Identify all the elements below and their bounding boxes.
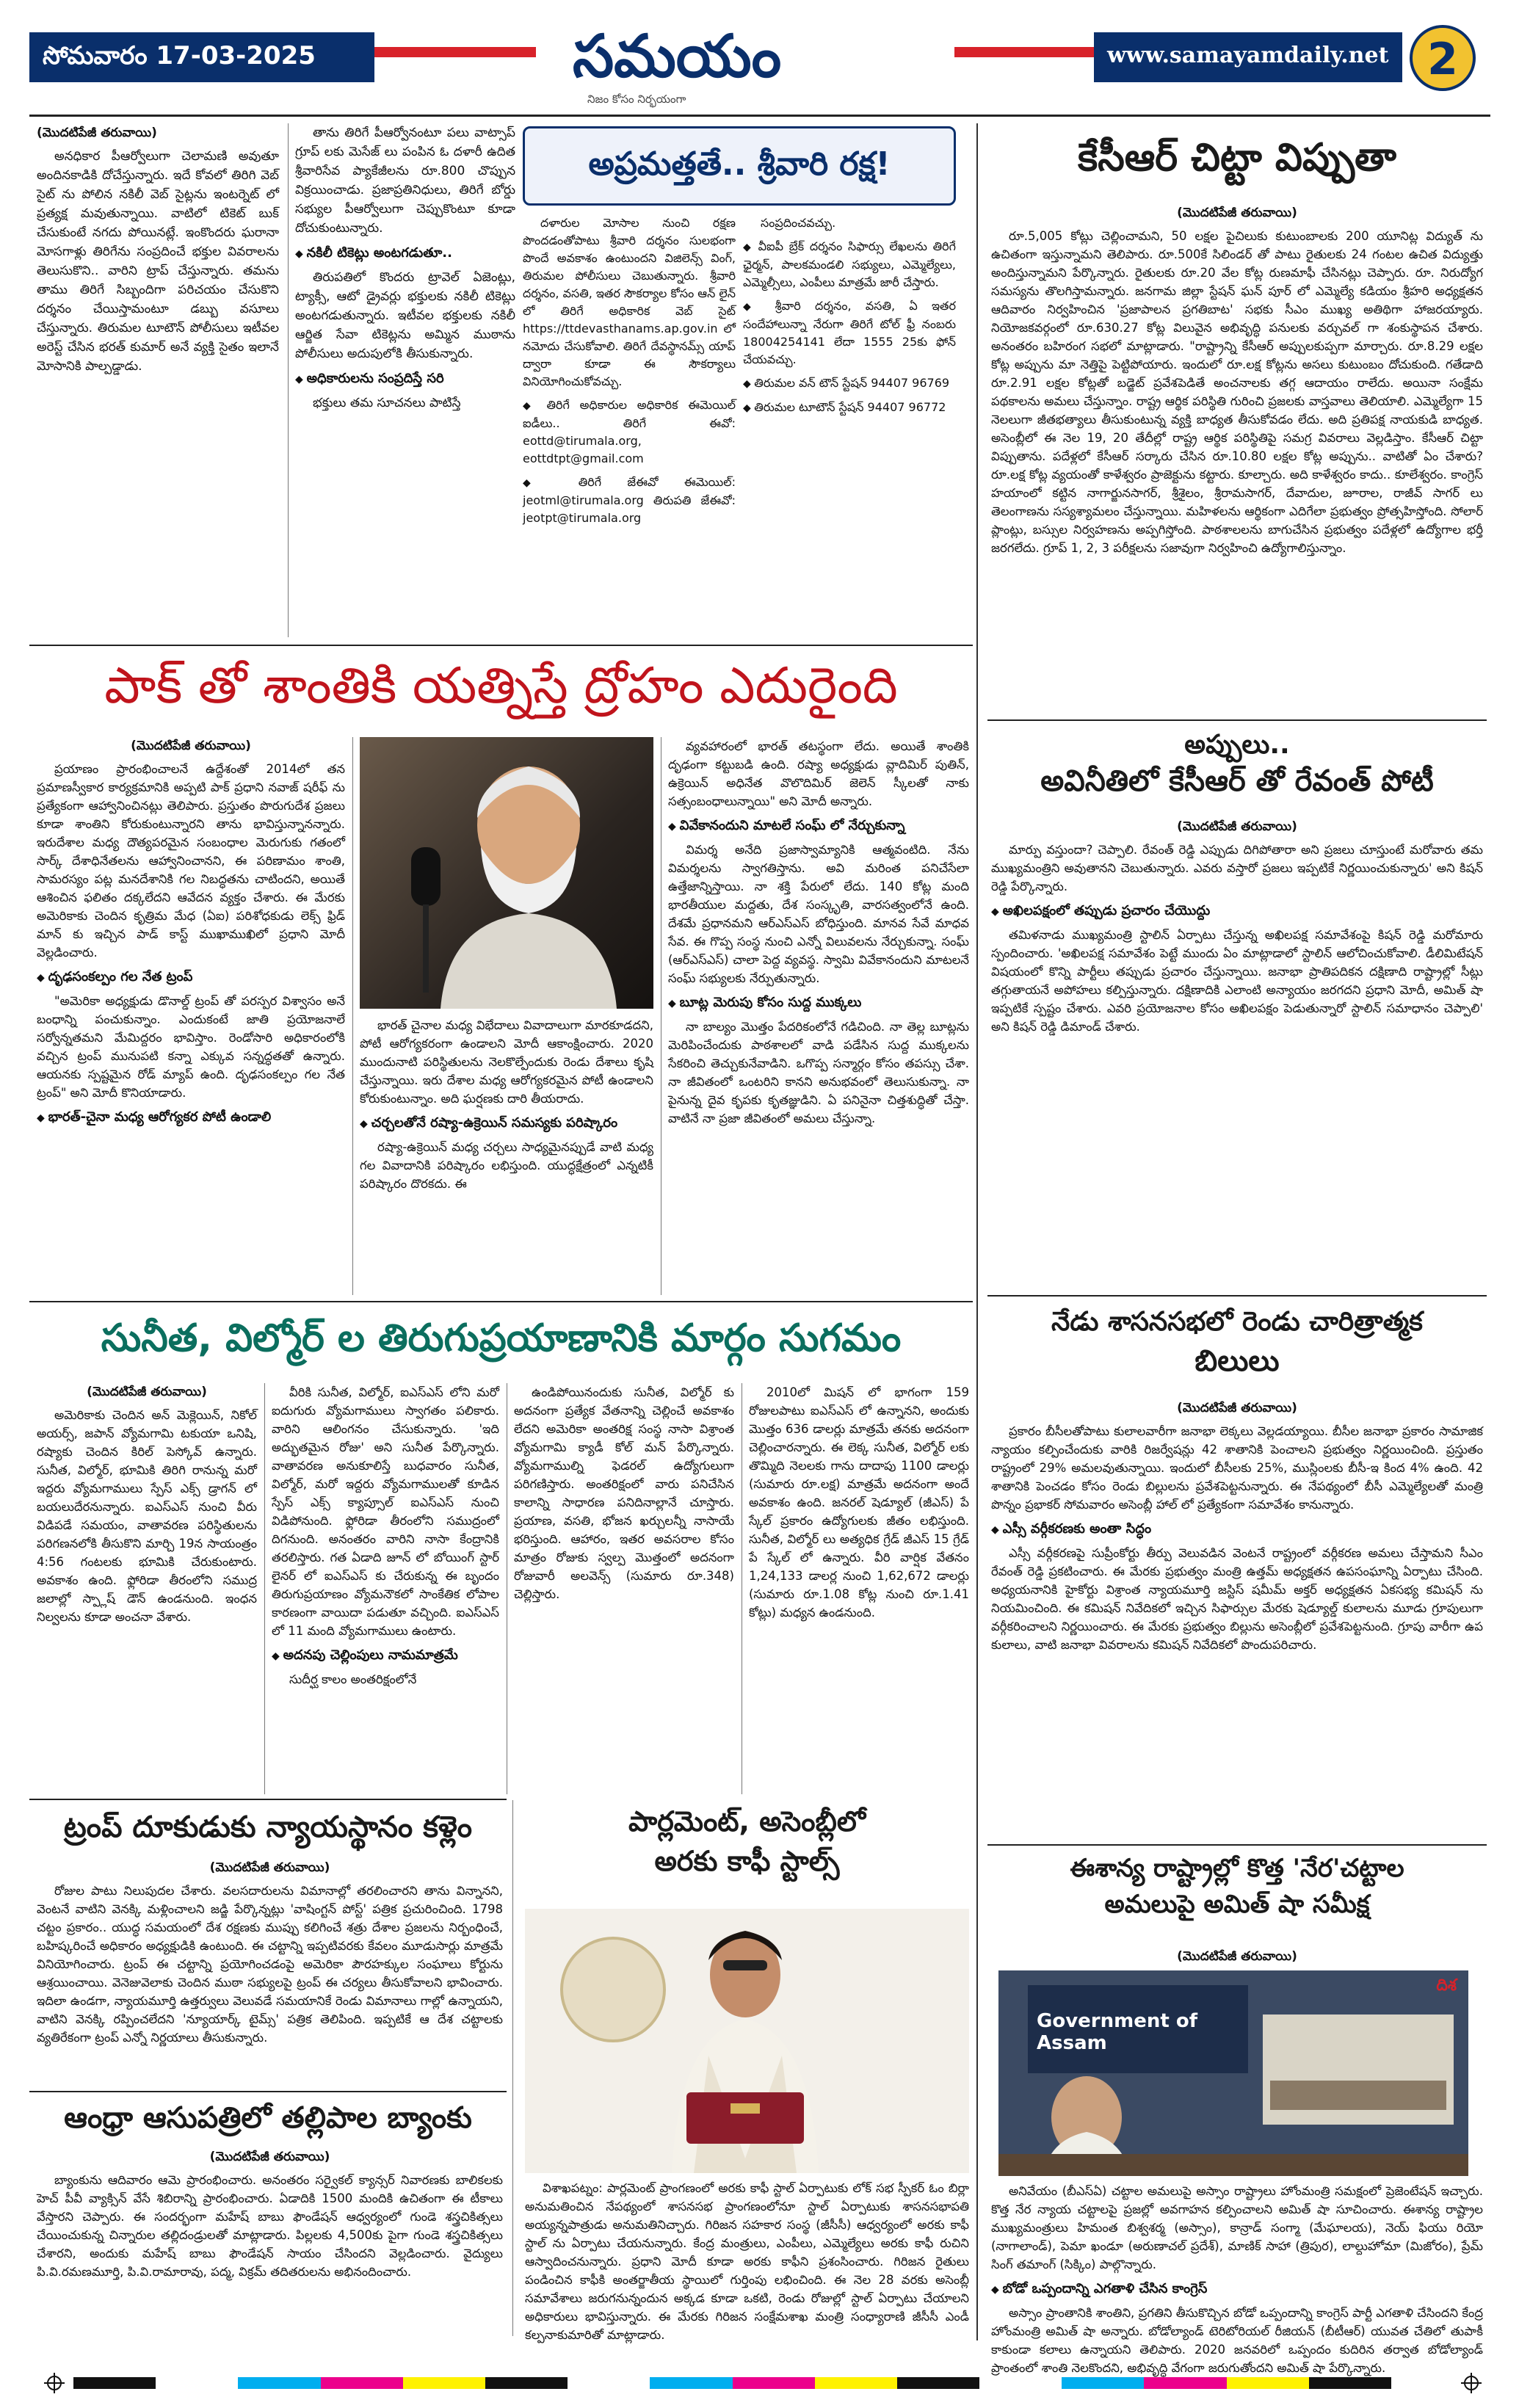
trump-top-rule: [29, 1799, 507, 1800]
modi-col3-p3: నా బాల్యం మొత్తం పేదరికంలోనే గడిచింది. నా తెల్ల బూట్లను మెరిపించేందుకు పాఠశాలలో వాడి పడేసిన సుద్ద ముక్కలను సేకరించి తెచ్చుకునేవాడిని. ఒగొప్ప సన్మార్గం కోసం తపస్సు చేశా. నా జీవితంలో ఒంటరిని కానని అనుభవంలో తెలుసుకున్నా. నా పైనున్న దైవ కృపకు కృతజ్ఞుడిని. ఏ పనినైనా చిత్తశుద్ధితో చేస్తా. వాటినే నా ప్రజా జీవితంలో అమలు చేస్తున్నా.: [668, 1020, 969, 1125]
appulu-body: [991, 818, 1483, 1288]
box-item: ◆ తిరుమల టూటౌన్ స్టేషన్ 94407 96772: [743, 399, 956, 417]
modi-photo: [360, 737, 653, 1009]
bills-p2: ఎస్సీ వర్గీకరణపై సుప్రీంకోర్టు తీర్పు వెలువడిన వెంటనే రాష్ట్రంలో వర్గీకరణ అమలు చేస్తామని సీఎం రేవంత్ రెడ్డి ప్రకటించారు. ఈ మేరకు ప్రభుత్వం మంత్రి ఉత్తమ్ అధ్యక్షతన ఉపసంఘాన్ని ఏర్పాటు చేసింది. అధ్యయనానికి హైకోర్టు విశ్రాంత న్యాయమూర్తి జస్టిస్ షమీమ్ అక్తర్ అధ్యక్షతన ఏకసభ్య కమిషన్ ను నియమించింది. ఈ కమిషన్ నివేదికలో ఇచ్చిన సిఫార్సుల మేరకు షెడ్యూల్డ్ కులాలను మూడు గ్రూపులుగా వర్గీకరించాలని నిర్ణయించారు. ఈ మేరకు ప్రభుత్వం బిల్లును అసెంబ్లీలో ప్రవేశపెట్టనుంది. గ్రూపు వారీగా ఉప కులాలు, వాటి జనాభా వివరాలను కమిషన్ నివేదికలో పొందుపరిచారు.: [991, 1546, 1484, 1652]
araku-headline: [521, 1800, 973, 1903]
amitshah-photo-brand: దిశ: [1436, 1976, 1457, 1995]
sunita-top-rule: [29, 1301, 973, 1302]
tirumala-box-col1: [523, 214, 736, 639]
appulu-title-line1: అప్పులు..: [1184, 730, 1290, 760]
modi-sub-russia: ◆ చర్చలతోనే రష్యా-ఉక్రెయిన్ సమస్యకు పరిష్కారం: [360, 1114, 653, 1134]
amitshah-photo-caption: Government of Assam: [1037, 2010, 1198, 2054]
amitshah-photo: [998, 1970, 1468, 2176]
bills-body: [991, 1399, 1483, 1840]
box-item: ◆ తిరుమల వన్ టౌన్ స్టేషన్ 94407 96769: [743, 374, 956, 393]
continued-label: (మొదటిపేజీ తరువాయి): [209, 1860, 330, 1875]
sunita-col2: [272, 1383, 499, 1794]
col-divider: [512, 1800, 513, 2336]
trump-headline: [29, 1805, 507, 1857]
continued-label: (మొదటిపేజీ తరువాయి): [131, 739, 251, 753]
amitshah-p1: అనివేయం (బీఎస్ఏ) చట్టాల అమలుపై అస్సాం రాష్ట్రాలు హోంమంత్రి సమక్షంలో ప్రెజెంటేషన్ ఇచ్చారు. కొత్త నేర న్యాయ చట్టాలపై ప్రజల్లో అవగాహన కల్పించాలని అమిత్ షా సూచించారు. ఈశాన్య రాష్ట్రాల ముఖ్యమంత్రులు హిమంత బిశ్వశర్మ (అస్సాం), కాన్రాడ్ సంగ్మా (మేఘాలయ), నెయ్ ఫియు రియో (నాగాలాండ్), పెమా ఖండూ (అరుణాచల్ ప్రదేశ్), మాణిక్ సాహా (త్రిపుర), లాల్దుహోమా (మిజోరం), ప్రేమ్ సింగ్ తమాంగ్ (సిక్కిం) పాల్గొన్నారు.: [991, 2184, 1483, 2271]
bills-sub-sc: ◆ ఎస్సీ వర్గీకరణకు అంతా సిద్ధం: [991, 1520, 1483, 1540]
col-divider: [352, 737, 353, 1295]
sunita-c4: 2010లో మిషన్ లో భాగంగా 159 రోజులపాటు ఐఎస్ఎస్ లో ఉన్నానని, అందుకు మొత్తం 636 డాలర్లు మాత్రమే తనకు అదనంగా చెల్లించారన్నారు. ఈ లెక్క సునీత, విల్మోర్ లకు తొమ్మిది నెలలకు గాను దాదాపు 1100 డాలర్లు (సుమారు రూ.లక్ష) మాత్రమే అదనంగా అందే అవకాశం ఉంది. జనరల్ షెడ్యూల్ (జీఎస్) పే స్కేల్ ప్రకారం ఉద్యోగులకు జీతం లభిస్తుంది. సునీత, విల్మోర్ లు అత్యధిక గ్రేడ్ జీఎస్ 15 గ్రేడ్ పే స్కేల్ లో ఉన్నారు. వీరి వార్షిక వేతనం 1,24,133 డాలర్ల నుంచి 1,62,672 డాలర్లు (సుమారు రూ.1.08 కోట్ల నుంచి రూ.1.41 కోట్లు) మధ్యన ఉండనుంది.: [749, 1385, 969, 1620]
tirumala-sub-contact-officials: ◆ అధికారులను సంప్రదిస్తే సరి: [295, 369, 515, 389]
modi-sub-vivekananda: ◆ వివేకానందుని మాటలే సంఘ్ లో నేర్చుకున్నా: [668, 816, 969, 836]
brand-name: సమయం: [573, 22, 782, 90]
sunita-headline: [29, 1304, 973, 1377]
modi-col3-p2: విమర్శ అనేది ప్రజాస్వామ్యానికి ఆత్మవంటిది. నేను విమర్శలను స్వాగతిస్తాను. అవి మరింత పనిచేసేలా ఉత్తేజాన్నిస్తాయి. నా శక్తి పేరులో లేదు. 140 కోట్ల మంది భారతీయుల మద్దతు, దేశ సంస్కృతి, వారసత్వంలోనే ఉంది. దేశమే ప్రధానమని ఆర్ఎస్ఎస్ బోధిస్తుంది. మానవ సేవే మాధవ సేవ. ఈ గొప్ప సంస్థ నుంచి ఎన్నో విలువలను నేర్చుకున్నా. సంఘ్ (ఆర్ఎస్ఎస్) చాలా పెద్ద వ్యవస్థ. స్వామి వివేకానందుని మాటలనే సంఘ్ సభ్యులకు నేర్పుతున్నారు.: [668, 843, 969, 985]
header-rule: [29, 115, 1490, 117]
registration-mark-right: [1461, 2373, 1482, 2393]
modi-p2: "అమెరికా అధ్యక్షుడు డొనాల్డ్ ట్రంప్ తో పరస్పర విశ్వాసం అనే బంధాన్ని పంచుకున్నాం. ఎందుకంటే జాతి ప్రయోజనాలే సర్వోన్నతమని మేమిద్దరం భావిస్తాం. రెండోసారి అధికారంలోకి వచ్చిన ట్రంప్ మునుపటి కన్నా ఎక్కువ సన్నద్ధతతో ఉన్నారు. ఆయనకు స్పష్టమైన రోడ్ మ్యాప్ ఉంది. దృఢసంకల్పం గల నేత ట్రంప్" అని మోదీ కొనియాడారు.: [37, 994, 345, 1100]
tirumala-box-title: [523, 126, 956, 206]
sunita-sub-payments: ◆ అదనపు చెల్లింపులు నామమాత్రమే: [272, 1646, 499, 1666]
modi-col1: [37, 737, 345, 1295]
brand-tagline: నిజం కోసం నిర్భయంగా: [587, 93, 686, 106]
sunita-title: సునీత, విల్మోర్ ల తిరుగుప్రయాణానికి మార్గం సుగమం: [101, 1316, 902, 1360]
amitshah-title-line1: ఈశాన్య రాష్ట్రాల్లో కొత్త 'నేర'చట్టాల: [1070, 1854, 1404, 1883]
section-divider: [976, 123, 978, 2340]
col-divider: [288, 123, 289, 637]
modi-p4: రష్యా-ఉక్రెయిన్ మధ్య చర్చలు సాధ్యమైనప్పుడే వాటి మధ్య గల వివాదానికి పరిష్కారం లభిస్తుంది. యుద్ధక్షేత్రంలో ఎన్నటికీ పరిష్కారం దొరకదు. ఈ: [360, 1140, 653, 1191]
tirumala-col1: [37, 123, 279, 637]
continued-label: (మొదటిపేజీ తరువాయి): [37, 126, 157, 140]
bills-title-line1: నేడు శాసనసభలో రెండు చారిత్రాత్మక: [1051, 1307, 1423, 1337]
continued-label: (మొదటిపేజీ తరువాయి): [1177, 1401, 1297, 1415]
sunita-col3: [514, 1383, 734, 1794]
araku-title-line1: పార్లమెంట్, అసెంబ్లీలో: [628, 1805, 866, 1838]
modi-p1: ప్రయాణం ప్రారంభించాలనే ఉద్దేశంతో 2014లో తన ప్రమాణస్వీకార కార్యక్రమానికి అప్పటి పాక్ ప్రధాని నవాజ్ షరీఫ్ ను ప్రత్యేకంగా ఆహ్వానించినట్లు తెలిపారు. ప్రస్తుతం పొరుగుదేశ ప్రజలు కూడా శాంతిని కోరుకుంటున్నారని తాను భావిస్తున్నానన్నారు. ఇరుదేశాల మధ్య దౌత్యపరమైన సంబంధాల మెరుగుకు గతంలో సార్క్ దేశాధినేతలను ఆహ్వానించానని, ఈ పరిణామం శాంతి, సామరస్యం పట్ల మనదేశానికి గల నిబద్ధతను చాటిందని, అయితే ఆశించిన ఫలితం దక్కలేదని ఆవేదన వ్యక్తం చేశారు. ఈ మేరకు అమెరికాకు చెందిన కృత్రిమ మేధ (ఏఐ) పరిశోధకుడు లెక్స్ ఫ్రిడ్ మాన్ కు ఇచ్చిన పాడ్ కాస్ట్ ముఖాముఖిలో ప్రధాని మోదీ వెల్లడించారు.: [37, 762, 345, 960]
araku-title-line2: అరకు కాఫీ స్టాల్స్: [654, 1844, 840, 1877]
amitshah-continued: [991, 1947, 1483, 1968]
website-url[interactable]: www.samayamdaily.net: [1107, 43, 1389, 68]
modi-sub-trump: ◆ దృఢసంకల్పం గల నేత ట్రంప్: [37, 968, 345, 987]
brand-logo: [543, 22, 954, 110]
modi-col3: [668, 737, 969, 1295]
modi-title: పాక్ తో శాంతికి యత్నిస్తే ద్రోహం ఎదురైంది: [104, 657, 898, 715]
amitshah-sub-bodo: ◆ బోడో ఒప్పందాన్ని ఎగతాళి చేసిన కాంగ్రెస్: [991, 2280, 1483, 2299]
continued-label: (మొదటిపేజీ తరువాయి): [1177, 1949, 1297, 1964]
sunita-c1: అమెరికాకు చెందిన అన్ మెక్లెయిన్, నికోల్ అయర్స్, జపాన్ వ్యోమగామి టకుయా ఒనిషి, రష్యాకు చెందిన కిరిల్ పెస్కోవ్ ఉన్నారు. సునీత, విల్మోర్, భూమికి తిరిగి రానున్న మరో ఇద్దరు వ్యోమగాములు స్పేస్ ఎక్స్ డ్రాగన్ లో బయలుదేరనున్నారు. ఐఎస్ఎస్ నుంచి వీరు విడిపడే సమయం, వాతావరణ పరిస్థితులను పరిగణనలోకి తీసుకొని మార్చి 19న సాయంత్రం 4:56 గంటలకు భూమికి చేరుకుంటారు. అవకాశం ఉంది. ఫ్లోరిడా తీరంలోని సముద్ర జలాల్లో స్ప్లాష్ డౌన్ ఉండనుంది. ఇంధన నిల్వలను కూడా అంచనా వేశారు.: [37, 1408, 257, 1624]
tirumala-box-col2-text: సంప్రదించవచ్చు.: [761, 216, 836, 230]
continued-label: (మొదటిపేజీ తరువాయి): [209, 2150, 330, 2164]
box-item: ◆ తిరిగే జేఈవో ఈమెయిల్: jeotml@tirumala.org తిరుపతి జేఈవో: jeotpt@tirumala.org: [523, 474, 736, 527]
amitshah-body: [991, 2182, 1483, 2375]
andhra-headline: [29, 2095, 507, 2147]
col-divider: [264, 1383, 265, 1794]
tirumala-col2: [295, 123, 515, 637]
tirumala-box-col2: [743, 214, 956, 639]
andhra-body: [37, 2148, 503, 2332]
continued-label: (మొదటిపేజీ తరువాయి): [1177, 206, 1297, 220]
meeting-illustration: [998, 1970, 1468, 2176]
tirumala-col2-text: తాను తిరిగే పీఆర్వోనంటూ పలు వాట్సాప్ గ్రూప్ లకు మెసేజ్ లు పంపిన ఓ దళారీ ఉదిత శ్రీవారిసేవ ప్యాకేజీలను రూ.800 చొప్పున విక్రయించాడు. ప్రజాప్రతినిధులు, తిరిగే బోర్డు సభ్యుల పీఆర్వోలుగా చెప్పుకొంటూ కూడా దోచుకుంటున్నారు.: [295, 126, 515, 236]
appulu-title-line2: అవినీతిలో కేసీఆర్ తో రేవంత్ పోటీ: [1040, 764, 1434, 799]
modi-headline: [29, 650, 973, 731]
amitshah-title-line2: అమలుపై అమిత్ షా సమీక్ష: [1104, 1890, 1370, 1920]
appulu-sub-allparty: ◆ అఖిలపక్షంలో తప్పుడు ప్రచారం చేయొద్దు: [991, 902, 1483, 921]
bills-bottom-rule: [987, 1844, 1487, 1846]
box-item: ◆ వీఐపీ బ్రేక్ దర్శనం సిఫార్సు లేఖలను తిరిగే ఛైర్మన్, పాలకమండలి సభ్యులు, ఎమ్మెల్యేలు, ఎమ్మెల్సీలు, ఎంపీలు మాత్రమే జారీ చేస్తారు.: [743, 238, 956, 291]
araku-body: [525, 2179, 969, 2342]
appulu-headline: [987, 727, 1487, 815]
bills-title-line2: బిలులు: [1194, 1344, 1280, 1379]
page-number-badge: [1410, 25, 1476, 91]
kcr-body: [991, 204, 1483, 712]
woman-with-book-illustration: [525, 1909, 969, 2173]
kcr-bottom-rule: [987, 719, 1487, 721]
modi-top-rule: [29, 645, 973, 646]
bills-headline: [987, 1301, 1487, 1396]
amitshah-headline: [987, 1850, 1487, 1945]
tirumala-sub-fake-tickets: ◆ నకిలీ టికెట్లు అంటగడుతూ..: [295, 244, 515, 264]
araku-photo: [525, 1909, 969, 2173]
tirumala-box-heading: అప్రమత్తతే.. శ్రీవారి రక్ష!: [588, 145, 891, 183]
continued-label: (మొదటిపేజీ తరువాయి): [87, 1385, 207, 1399]
tirumala-box-col1-text: దళారుల మోసాల నుంచి రక్షణ పొందడంతోపాటు శ్రీవారి దర్శనం సులభంగా పొందే అవకాశం ఉంటుందని విజిలెన్స్ వింగ్, తిరుమల పోలీసులు చెబుతున్నారు. శ్రీవారి దర్శనం, వసతి, ఇతర సౌకర్యాల కోసం ఆన్ లైన్ లో తిరిగే అధికారిక వెబ్ సైట్ https://ttdevasthanams.ap.gov.in లో నమోదు చేసుకోవాలి. తిరిగే దేవస్థానమ్స్ యాప్ ద్వారా కూడా ఈ సౌకర్యాలు వినియోగించుకోవచ్చు.: [523, 216, 736, 388]
box-item: ◆ శ్రీవారి దర్శనం, వసతి, ఏ ఇతర సందేహాలున్నా నేరుగా తిరిగే టోల్ ఫ్రీ నంబరు 18004254141 లేదా 1555 25కు ఫోన్ చేయవచ్చు.: [743, 297, 956, 369]
bills-p1: ప్రకారం బీసీలతోపాటు కులాలవారీగా జనాభా లెక్కలు వెల్లడయ్యాయి. బీసీల జనాభా ప్రకారం సామాజిక న్యాయం కల్పించేందుకు వారికి రిజర్వేషన్లు 42 శాతానికి పెంచాలని ప్రభుత్వం నిర్ణయించింది. ప్రస్తుతం రాష్ట్రంలో 29% అమలవుతున్నాయి. ఇందులో బీసీలకు 25%, ముస్లింలకు బీసీ-ఇ కింద 4% ఉంది. 42 శాతానికి పెంచడం కోసం రెండు బిల్లులను ప్రవేశపెట్టనున్నారు. ఈ నేపథ్యంలో బీసీ ఎమ్మెల్యేలతో మంత్రి పొన్నం ప్రభాకర్ సోమవారం అసెంబ్లీ హాల్ లో ప్రత్యేకంగా సమావేశం కానున్నారు.: [991, 1424, 1483, 1512]
modi-p3: భారత్ చైనాల మధ్య విభేదాలు వివాదాలుగా మారకూడదని, పోటీ ఆరోగ్యకరంగా ఉండాలని మోదీ ఆకాంక్షించారు. 2020 ముందునాటి పరిస్థితులను నెలకొల్పేందుకు రెండు దేశాలు కృషి చేస్తున్నాయి. ఇరు దేశాల మధ్య ఆరోగ్యకరమైన పోటీ ఉండాలని కోరుకుంటున్నాం. అది ఘర్షణకు దారి తీయరాదు.: [360, 1018, 653, 1106]
modi-col3-p1: వ్యవహారంలో భారత్ తటస్థంగా లేదు. అయితే శాంతికి దృఢంగా కట్టుబడి ఉంది. రష్యా అధ్యక్షుడు వ్లాదిమిర్ పుతిన్, ఉక్రెయిన్ అధినేత వొలొదిమిర్ జెలెన్ స్కీలతో నాకు సత్సంబంధాలున్నాయి" అని మోదీ అన్నారు.: [668, 739, 969, 808]
issue-date: సోమవారం 17-03-2025: [43, 41, 316, 70]
appulu-bottom-rule: [987, 1295, 1487, 1297]
box-item: ◆ తిరిగే అధికారుల అధికారిక ఈమెయిల్ ఐడీలు.. తిరిగే ఈవో: eottd@tirumala.org, eottdtpt@gmail.com: [523, 396, 736, 468]
andhra-title: ఆంధ్రా ఆసుపత్రిలో తల్లిపాల బ్యాంకు: [64, 2101, 472, 2135]
modi-col2: [360, 1016, 653, 1295]
araku-text: విశాఖపట్నం: పార్లమెంట్ ప్రాంగణంలో అరకు కాఫీ స్టాల్ ఏర్పాటుకు లోక్ సభ స్పీకర్ ఓం బిర్లా అనుమతించిన నేపథ్యంలో శాసనసభ ప్రాంగణంలోనూ స్టాల్ ఏర్పాటుకు శాసనసభాపతి అయ్యన్నపాత్రుడు అనుమతినిచ్చారు. గిరిజన సహకార సంస్థ (జీసీసీ) ఆధ్వర్యంలో అరకు కాఫీ స్టాల్ ను ఏర్పాటు చేయనున్నారు. కేంద్ర మంత్రులు, ఎంపీలు, ఎమ్మెల్యేలు అరకు కాఫీ రుచిని ఆస్వాదించనున్నారు. ప్రధాని మోదీ కూడా అరకు కాఫీని ప్రశంసించారు. గిరిజన రైతులు పండించిన కాఫీకి అంతర్జాతీయ స్థాయిలో గుర్తింపు లభించింది. ఈ నెల 28 వరకు అసెంబ్లీ సమావేశాలు జరుగనున్నందున అక్కడ కూడా ఒకటి, రెండు రోజుల్లో స్టాల్ ఏర్పాటు చేయాలని అధికారులు భావిస్తున్నారు. ఈ మేరకు గిరిజన సంక్షేమశాఖ మంత్రి సంధ్యారాణి జీసీసీ ఎండీ కల్పనాకుమారితో మాట్లాడారు.: [525, 2181, 969, 2342]
red-stripe-right: [954, 47, 1094, 57]
modi-sub-china: ◆ భారత్-చైనా మధ్య ఆరోగ్యకర పోటీ ఉండాలి: [37, 1108, 345, 1128]
sunita-c2-p2: సుదీర్ఘ కాలం అంతరిక్షంలోనే: [289, 1672, 417, 1686]
kcr-title: కేసీఆర్ చిట్టా విప్పుతా: [1078, 136, 1396, 180]
sunita-col4: [749, 1383, 969, 1794]
print-registration-bar: [73, 2377, 1446, 2389]
appulu-p1: మార్పు వస్తుందా? చెప్పాలి. రేవంత్ రెడ్డి ఎప్పుడు దిగిపోతారా అని ప్రజలు చూస్తుంటే మరోవారు తమ ముఖ్యమంత్రిని అవుతానని చెబుతున్నారు. ఎవరు వస్తారో ప్రజలు ఇప్పటికే నిర్ణయించుకున్నారు' అని కిషన్ రెడ్డి పేర్కొన్నారు.: [991, 843, 1483, 893]
masthead: [29, 22, 1490, 115]
andhra-top-rule: [29, 2091, 507, 2092]
kcr-text: రూ.5,005 కోట్లు చెల్లించామని, 50 లక్షల పైచిలుకు కుటుంబాలకు 200 యూనిట్ల విద్యుత్ ను ఉచితంగా ఇస్తున్నామని తెలిపారు. రూ.500కే సిలిండర్ తో పాటు రైతులకు 24 గంటల ఉచిత విద్యుత్తు అందిస్తున్నామని పేర్కొన్నారు. రైతులకు రూ.20 వేల కోట్ల రుణమాఫీ చేసినట్లు చెప్పారు. రూ. నిరుద్యోగ సమస్యను తొలగిస్తామన్నారు. జనగామ జిల్లా స్టేషన్ ఘన్ పూర్ లో ఎమ్మెల్యే కడియం శ్రీహరి అధ్యక్షతన ఆదివారం నిర్వహించిన 'ప్రజాపాలన ప్రగతిబాట' సభకు సీఎం ముఖ్య అతిథిగా హాజరయ్యారు. నియోజకవర్గంలో రూ.630.27 కోట్ల విలువైన అభివృద్ధి పనులకు వర్చువల్ గా శంకుస్థాపన చేశారు. అనంతరం బహిరంగ సభలో మాట్లాడారు. "రాష్ట్రాన్ని కేసీఆర్ అప్పులకుప్పగా మార్చారు. రూ.8.29 లక్షల కోట్ల అప్పును మా నెత్తిపై పెట్టిపోయారు. ఇందులో రూ.లక్ష కోట్లను అసలు కుటుంబం దోచుకుంది. గతేడాది రూ.2.91 లక్షల కోట్లతో బడ్జెట్ ప్రవేశపెడితే అంచనాలకు తగ్గ ఆదాయం రాలేదు. అయినా సంక్షేమ పథకాలను అమలు చేస్తున్నాం. రాష్ట్ర ఆర్థిక పరిస్థితి గురించి ప్రజలకు వాస్తవాలు తెలియాలి. ఎమ్మెల్యేగా 15 నెలలుగా జీతభత్యాలు తీసుకుంటున్న వ్యక్తి బాధ్యత తీసుకోవడం లేదు. అది ప్రతిపక్ష నాయకుడి బాధ్యత. అసెంబ్లీలో ఈ నెల 19, 20 తేదీల్లో రాష్ట్ర ఆర్థిక పరిస్థితిపై సమగ్ర వివరాలు వెల్లడిస్తాం. కేసీఆర్ చిట్టా విప్పుతాను. పదేళ్లలో కేసీఆర్ సర్కారు చేసిన రూ.10.80 లక్షల కోట్ల అప్పును.. వాటితో ఏం చేశారు? రూ.లక్ష కోట్ల వ్యయంతో కాళేశ్వరం ప్రాజెక్టును కట్టారు. కూల్చారు. అది కాళేశ్వరం కాదు.. కూలేశ్వరం. కాంగ్రెస్ హయాంలో కట్టిన నాగార్జునసాగర్, శ్రీశైలం, శ్రీరామసాగర్, దేవాదుల, జూరాల, రాజీవ్ సాగర్ లు తెలంగాణను సస్యశ్యామలం చేస్తున్నాయి. మహిళలను ఆర్థికంగా ఎదిగేలా ప్రభుత్వం ప్రోత్సహిస్తోంది. సోలార్ ప్లాంట్లు, బస్సుల నిర్వహణను అప్పగిస్తోంది. పాఠశాలలను బాగుచేసిన ప్రభుత్వం పదేళ్లలో ఉద్యోగాల భర్తీ జరగలేదు. గ్రూప్ 1, 2, 3 పరీక్షలను సజావుగా నిర్వహించి ఉద్యోగాలిస్తున్నాం.: [991, 229, 1483, 555]
red-stripe-left: [374, 47, 536, 57]
tirumala-col2-p2: తిరుపతిలో కొందరు ట్రావెల్ ఏజెంట్లు, ట్యాక్సీ, ఆటో డ్రైవర్లు భక్తులకు నకిలీ టికెట్లు అంటగడుతున్నారు. ఇటీవల భక్తులకు నకిలీ ఆర్జిత సేవా టికెట్లను అమ్మిన ముఠాను పోలీసులు అదుపులోకి తీసుకున్నారు.: [295, 270, 515, 361]
modi-portrait-illustration: [360, 737, 653, 1009]
website-banner: [1094, 32, 1402, 82]
appulu-p2: తమిళనాడు ముఖ్యమంత్రి స్టాలిన్ ఏర్పాటు చేస్తున్న అఖిలపక్ష సమావేశంపై కిషన్ రెడ్డి మరోమారు స్పందించారు. 'అఖిలపక్ష సమావేశం పెట్టే ముందు ఏం మాట్లాడాలో స్టాలిన్ ఆలోచించుకోవాలి. డీలిమిటేషన్ విషయంలో కొన్ని పార్టీలు తప్పుడు ప్రచారం చేస్తున్నాయి. జనాభా ప్రాతిపదికన దక్షిణాది రాష్ట్రాల్లో సీట్లు తగ్గుతాయనే అపోహలు కల్పిస్తున్నారు. దక్షిణాదికి ఎలాంటి అన్యాయం జరగదని ప్రధాని మోదీ, అమిత్ షా ఇప్పటికే స్పష్టం చేశారు. ఎవరి ప్రయోజనాల కోసం అఖిలపక్షం పెడుతున్నారో స్టాలిన్ సమాధానం చెప్పాలి' అని కిషన్ రెడ్డి డిమాండ్ చేశారు.: [991, 928, 1483, 1034]
kcr-headline: [987, 126, 1487, 200]
trump-text: రోజుల పాటు నిలుపుదల చేశారు. వలసదారులను విమానాల్లో తరలించారని తాను విన్నానని, వెంటనే వాటిని వెనక్కి మళ్లించాలని జడ్జి పేర్కొన్నట్లు 'వాషింగ్టన్ పోస్ట్' పత్రిక ప్రచురించింది. 1798 చట్టం ప్రకారం.. యుద్ధ సమయంలో దేశ రక్షణకు ముప్పు కలిగించే శత్రు దేశాల ప్రజలను నిర్బంధించే, బహిష్కరించే అధికారం అధ్యక్షుడికి ఉంటుంది. ఈ చట్టాన్ని ఇప్పటివరకు కేవలం మూడుసార్లు మాత్రమే వినియోగించారు. ట్రంప్ ఈ చట్టాన్ని ప్రయోగించడంపై అమెరికా పౌరహక్కుల సంఘాలు కోర్టును ఆశ్రయించాయి. వెనెజువెలాకు చెందిన ముఠా సభ్యులపై ట్రంప్ ఈ చర్యలు తీసుకోవాలని భావించారు. ఇదిలా ఉండగా, న్యాయమూర్తి ఉత్తర్వులు వెలువడే సమయానికే రెండు విమానాలు గాల్లో ఉన్నాయని, వాటిని వెనక్కి రప్పించలేదని 'న్యూయార్క్ టైమ్స్' పత్రిక తెలిపింది. ఇప్పటికే ఆ దేశ చట్టాలకు వ్యతిరేకంగా ట్రంప్ ఎన్నో నిర్ణయాలు తీసుకున్నారు.: [37, 1884, 503, 2045]
tirumala-col1-text: అనధికార పీఆర్వోలుగా చెలామణి అవుతూ అందినకాడికి దోచేస్తున్నారు. ఇదే కోవలో తిరిగి వెబ్ సైట్ ను పోలిన నకిలీ వెబ్ సైట్లను ఇంటర్నెట్ లో ప్రత్యక్ష మవుతున్నాయి. వాటిలో టికెట్ బుక్ చేసుకుంటే నగదు పోయినట్లే. ఇంకొందరు ఘరానా మోసగాళ్లు తిరిగేను సంప్రదించే భక్తుల వివరాలను తెలుసుకొని.. వారిని ట్రాప్ చేస్తున్నారు. తమను తాము తిరిగే సిబ్బందిగా పరిచయం చేసుకొని దర్శనం చేయిస్తామంటూ డబ్బు వసూలు చేస్తున్నారు. తిరుమల టూటౌన్ పోలీసులు ఇటీవల అరెస్ట్ చేసిన భరత్ కుమార్ అనే వ్యక్తి సైతం ఇలానే మోసానికి పాల్పడ్డాడు.: [37, 149, 279, 374]
tirumala-col2-p3: భక్తులు తమ సూచనలు పాటిస్తే: [313, 396, 461, 410]
page-number: 2: [1427, 34, 1458, 85]
continued-label: (మొదటిపేజీ తరువాయి): [1177, 819, 1297, 834]
sunita-c2: వీరికి సునీత, విల్మోర్, ఐఎస్ఎస్ లోని మరో ఐదుగురు వ్యోమగాములు స్వాగతం పలికారు. వారిని ఆలింగనం చేసుకున్నారు. 'ఇది అద్భుతమైన రోజు' అని సునీత పేర్కొన్నారు. వాతావరణ అనుకూలిస్తే బుధవారం సునీత, విల్మోర్, మరో ఇద్దరు వ్యోమగాములతో కూడిన స్పేస్ ఎక్స్ క్యాప్సూల్ ఐఎస్ఎస్ నుంచి విడిపోనుంది. ఫ్లోరిడా తీరంలోని సముద్రంలో దిగనుంది. అనంతరం వారిని నాసా కేంద్రానికి తరలిస్తారు. గత ఏడాది జూన్ లో బోయింగ్ స్టార్ లైనర్ లో ఐఎస్ఎస్ కు చేరుకున్న ఈ బృందం తిరుగుప్రయాణం వ్యోమనౌకలో సాంకేతిక లోపాల కారణంగా వాయిదా పడుతూ వచ్చింది. ఐఎస్ఎస్ లో 11 మంది వ్యోమగాములు ఉంటారు.: [272, 1385, 499, 1638]
modi-sub-chalk: ◆ బూట్ల మెరుపు కోసం సుద్ద ముక్కలు: [668, 993, 969, 1013]
sunita-col1: [37, 1383, 257, 1794]
andhra-text: బ్యాంకును ఆదివారం ఆమె ప్రారంభించారు. అనంతరం సర్వైకల్ క్యాన్సర్ నివారణకు బాలికలకు హెచ్ పీవీ వ్యాక్సిన్ వేసే శిబిరాన్ని ప్రారంభించారు. ఏడాదికి 1500 మందికి ఉచితంగా ఈ టీకాలు వేస్తారని చెప్పారు. ఈ సందర్భంగా మహేష్ బాబు ఫౌండేషన్ ఆధ్వర్యంలో గుండె శస్త్రచికిత్సలు చేయించుకున్న చిన్నారుల తల్లిదండ్రులతో మాట్లాడారు. పిల్లలకు 4,500కు పైగా గుండె శస్త్రచికిత్సలు చేశారని, అందుకు మహేష్ బాబు ఫౌండేషన్ సాయం చేసిందని వెల్లడించారు. వైద్యులు పి.వి.రమణమూర్తి, పి.వి.రామారావు, పద్మ, విక్రమ్ తదితరులను అభినందించారు.: [37, 2173, 503, 2279]
date-banner: [29, 32, 374, 82]
trump-body: [37, 1859, 503, 2086]
sunita-c3: ఉండిపోయినందుకు సునీత, విల్మోర్ కు అదనంగా ప్రత్యేక వేతనాన్ని చెల్లించే అవకాశం లేదని అమెరికా అంతరిక్ష సంస్థ నాసా విశ్రాంత వ్యోమగామి క్యాడీ కోల్ మన్ పేర్కొన్నారు. వ్యోమగాముల్ని ఫెడరల్ ఉద్యోగులుగా పరిగణిస్తారు. అంతరిక్షంలో వారు పనిచేసిన కాలాన్ని సాధారణ పనిదినాల్లానే చూస్తారు. ప్రయాణ, వసతి, భోజన ఖర్చులన్నీ నాసాయే భరిస్తుంది. ఆహారం, ఇతర అవసరాల కోసం మాత్రం రోజుకు స్వల్ప మొత్తంలో అదనంగా రోజువారీ అలవెన్స్ (సుమారు రూ.348) చెల్లిస్తారు.: [514, 1385, 734, 1601]
registration-mark-left: [44, 2373, 65, 2393]
amitshah-p2: అస్సాం ప్రాంతానికి శాంతిని, ప్రగతిని తీసుకొచ్చిన బోడో ఒప్పందాన్ని కాంగ్రెస్ పార్టీ ఎగతాళి చేసిందని కేంద్ర హోంమంత్రి అమిత్ షా అన్నారు. బోడోల్యాండ్ టెరిటోరియల్ రీజియన్ (బీటీఆర్) యువత చేతిలో తుపాకీ కాకుండా కలాలు ఉన్నాయని తెలిపారు. 2020 జనవరిలో ఒప్పందం కుదిరిన తర్వాత బోడోల్యాండ్ ప్రాంతంలో శాంతి నెలకొందని, అభివృద్ధి వేగంగా జరుగుతోందని అమిత్ షా పేర్కొన్నారు.: [991, 2306, 1483, 2375]
trump-title: ట్రంప్ దూకుడుకు న్యాయస్థానం కళ్లెం: [63, 1810, 473, 1844]
